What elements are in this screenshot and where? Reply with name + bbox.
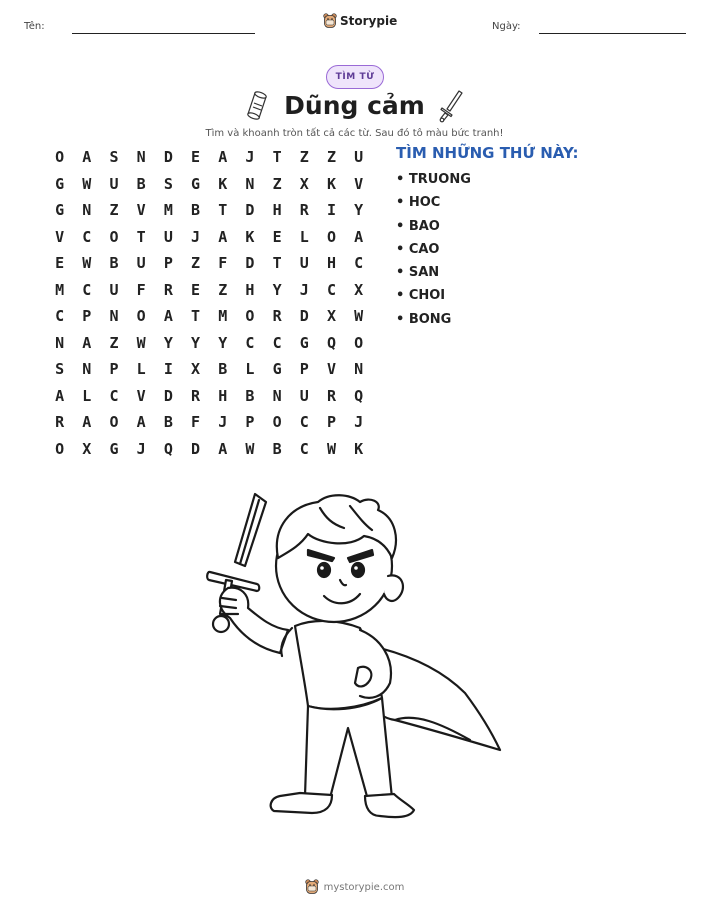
grid-cell[interactable]: U	[299, 254, 309, 272]
grid-cell[interactable]: O	[136, 307, 146, 325]
grid-cell[interactable]: Z	[109, 201, 119, 219]
grid-cell[interactable]: R	[163, 280, 173, 299]
grid-cell[interactable]: C	[55, 307, 65, 325]
grid-cell[interactable]: T	[272, 148, 282, 166]
grid-cell[interactable]: X	[299, 174, 309, 193]
grid-cell[interactable]: U	[136, 254, 146, 272]
left-shoe	[271, 793, 332, 813]
grid-cell[interactable]: K	[354, 439, 364, 458]
grid-cell[interactable]: W	[245, 439, 255, 458]
grid-cell[interactable]: P	[299, 360, 309, 378]
grid-cell[interactable]: F	[136, 280, 146, 299]
grid-cell[interactable]: W	[82, 174, 92, 193]
grid-cell[interactable]: O	[245, 307, 255, 325]
grid-cell[interactable]: V	[326, 360, 336, 378]
grid-cell[interactable]: V	[354, 174, 364, 193]
grid-cell[interactable]: J	[136, 439, 146, 458]
grid-cell[interactable]: H	[218, 386, 228, 405]
grid-cell[interactable]: B	[191, 201, 201, 219]
grid-cell[interactable]: O	[272, 413, 282, 431]
grid-cell[interactable]: A	[82, 148, 92, 166]
grid-cell[interactable]: X	[82, 439, 92, 458]
grid-cell[interactable]: A	[218, 439, 228, 458]
grid-cell[interactable]: B	[218, 360, 228, 378]
grid-cell[interactable]: A	[136, 413, 146, 431]
grid-cell[interactable]: U	[163, 227, 173, 246]
grid-cell[interactable]: Y	[191, 333, 201, 352]
grid-cell[interactable]: R	[299, 201, 309, 219]
grid-cell[interactable]: A	[354, 227, 364, 246]
grid-cell[interactable]: G	[109, 439, 119, 458]
category-badge: TÌM TỪ	[326, 65, 384, 89]
grid-cell[interactable]: G	[55, 201, 65, 219]
grid-cell[interactable]: N	[55, 333, 65, 352]
grid-cell[interactable]: T	[272, 254, 282, 272]
grid-cell[interactable]: N	[109, 307, 119, 325]
grid-cell[interactable]: C	[299, 413, 309, 431]
grid-cell[interactable]: I	[326, 201, 336, 219]
word-list-item: • CAO	[396, 241, 440, 257]
grid-cell[interactable]: J	[354, 413, 364, 431]
grid-cell[interactable]: Z	[272, 174, 282, 193]
grid-cell[interactable]: N	[245, 174, 255, 193]
grid-cell[interactable]: R	[191, 386, 201, 405]
grid-cell[interactable]: F	[218, 254, 228, 272]
grid-cell[interactable]: H	[245, 280, 255, 299]
grid-cell[interactable]: C	[326, 280, 336, 299]
grid-cell[interactable]: X	[191, 360, 201, 378]
word-list-item: • BONG	[396, 311, 452, 327]
grid-cell[interactable]: C	[299, 439, 309, 458]
grid-cell[interactable]: E	[191, 280, 201, 299]
word-list-item: • TRUONG	[396, 172, 471, 187]
instructions: Tìm và khoanh tròn tất cả các từ. Sau đó tô màu bức tranh!	[205, 128, 504, 139]
grid-cell[interactable]: C	[82, 227, 92, 246]
storypie-bear-icon	[305, 879, 319, 895]
word-list-item: • HOC	[396, 195, 441, 211]
grid-cell[interactable]: Q	[354, 386, 364, 405]
grid-cell[interactable]: D	[163, 386, 173, 405]
grid-cell[interactable]: R	[55, 413, 65, 431]
grid-cell[interactable]: W	[136, 333, 146, 352]
grid-cell[interactable]: D	[299, 307, 309, 325]
grid-cell[interactable]: Z	[299, 148, 309, 166]
grid-cell[interactable]: U	[299, 386, 309, 405]
grid-cell[interactable]: U	[354, 148, 364, 166]
grid-cell[interactable]: D	[191, 439, 201, 458]
grid-cell[interactable]: W	[354, 307, 364, 325]
grid-cell[interactable]: J	[218, 413, 228, 431]
grid-cell[interactable]: K	[326, 174, 336, 193]
grid-cell[interactable]: F	[191, 413, 201, 431]
right-shoe	[365, 794, 414, 817]
grid-cell[interactable]: L	[136, 360, 146, 378]
grid-cell[interactable]: A	[55, 386, 65, 405]
grid-cell[interactable]: Z	[109, 333, 119, 352]
grid-cell[interactable]: S	[163, 174, 173, 193]
grid-cell[interactable]: C	[109, 386, 119, 405]
grid-cell[interactable]: M	[55, 280, 65, 299]
grid-cell[interactable]: N	[272, 386, 282, 405]
grid-cell[interactable]: X	[354, 280, 364, 299]
grid-cell[interactable]: H	[272, 201, 282, 219]
grid-cell[interactable]: J	[245, 148, 255, 166]
word-list-item: • SAN	[396, 265, 440, 281]
page-title: Dũng cảm	[284, 91, 425, 120]
storypie-bear-icon	[323, 13, 337, 29]
grid-cell[interactable]: A	[82, 333, 92, 352]
grid-cell[interactable]: L	[82, 386, 92, 405]
grid-cell[interactable]: B	[245, 386, 255, 405]
grid-cell[interactable]: C	[272, 333, 282, 352]
grid-cell[interactable]: C	[245, 333, 255, 352]
logo-text: Storypie	[340, 14, 398, 28]
name-label: Tên:	[24, 21, 45, 32]
grid-cell[interactable]: U	[109, 174, 119, 193]
grid-cell[interactable]: T	[218, 201, 228, 219]
pants	[305, 698, 392, 800]
grid-cell[interactable]: W	[82, 254, 92, 272]
grid-cell[interactable]: Z	[218, 280, 228, 299]
grid-cell[interactable]: G	[299, 333, 309, 352]
grid-cell[interactable]: D	[163, 148, 173, 166]
grid-cell[interactable]: B	[136, 174, 146, 193]
grid-cell[interactable]: O	[326, 227, 336, 246]
grid-cell[interactable]: E	[191, 148, 201, 166]
grid-cell[interactable]: V	[136, 386, 146, 405]
grid-cell[interactable]: Q	[163, 439, 173, 458]
grid-cell[interactable]: Y	[163, 333, 173, 352]
grid-cell[interactable]: A	[218, 227, 228, 246]
name-field-line[interactable]	[72, 33, 255, 34]
grid-cell[interactable]: B	[163, 413, 173, 431]
grid-cell[interactable]: K	[218, 174, 228, 193]
grid-cell[interactable]: E	[55, 254, 65, 272]
grid-cell[interactable]: W	[326, 439, 336, 458]
grid-cell[interactable]: L	[245, 360, 255, 378]
grid-cell[interactable]: N	[82, 360, 92, 378]
grid-cell[interactable]: S	[55, 360, 65, 378]
grid-cell[interactable]: C	[82, 280, 92, 299]
date-label: Ngày:	[492, 21, 521, 32]
grid-cell[interactable]: O	[109, 227, 119, 246]
grid-cell[interactable]: V	[136, 201, 146, 219]
grid-cell[interactable]: Z	[191, 254, 201, 272]
date-field-line[interactable]	[539, 33, 686, 34]
grid-cell[interactable]: T	[136, 227, 146, 246]
grid-cell[interactable]: A	[163, 307, 173, 325]
grid-cell[interactable]: K	[245, 227, 255, 246]
grid-cell[interactable]: Z	[326, 148, 336, 166]
grid-cell[interactable]: T	[191, 307, 201, 325]
grid-cell[interactable]: P	[109, 360, 119, 378]
grid-cell[interactable]: J	[299, 280, 309, 299]
grid-cell[interactable]: H	[326, 254, 336, 272]
grid-cell[interactable]: E	[272, 227, 282, 246]
grid-cell[interactable]: O	[55, 439, 65, 458]
grid-cell[interactable]: R	[326, 386, 336, 405]
grid-cell[interactable]: Y	[272, 280, 282, 299]
grid-cell[interactable]: O	[354, 333, 364, 352]
word-search-grid	[46, 146, 372, 464]
footer-url[interactable]: mystorypie.com	[323, 881, 405, 893]
word-list-item: • BAO	[396, 218, 440, 234]
grid-cell[interactable]: S	[109, 148, 119, 166]
grid-cell[interactable]: G	[191, 174, 201, 193]
grid-cell[interactable]: A	[82, 413, 92, 431]
grid-cell[interactable]: O	[109, 413, 119, 431]
footer	[0, 879, 709, 895]
arm-raised	[220, 588, 288, 653]
grid-cell[interactable]: D	[245, 201, 255, 219]
grid-cell[interactable]: U	[109, 280, 119, 299]
grid-cell[interactable]: J	[191, 227, 201, 246]
grid-cell[interactable]: N	[82, 201, 92, 219]
grid-cell[interactable]: X	[326, 307, 336, 325]
grid-cell[interactable]: Q	[326, 333, 336, 352]
word-list-item: • CHOI	[396, 288, 446, 304]
grid-cell[interactable]: I	[163, 360, 173, 378]
grid-cell[interactable]: P	[326, 413, 336, 431]
boy-hero-illustration	[200, 488, 510, 828]
word-list	[396, 171, 471, 334]
grid-cell[interactable]: N	[136, 148, 146, 166]
grid-cell[interactable]: C	[354, 254, 364, 272]
grid-cell[interactable]: V	[55, 227, 65, 246]
grid-cell[interactable]: N	[354, 360, 364, 378]
word-list-title: TÌM NHỮNG THỨ NÀY:	[396, 144, 579, 162]
grid-cell[interactable]: P	[245, 413, 255, 431]
grid-cell[interactable]: B	[109, 254, 119, 272]
storypie-logo	[323, 13, 397, 29]
grid-cell[interactable]: M	[218, 307, 228, 325]
grid-cell[interactable]: P	[163, 254, 173, 272]
grid-cell[interactable]: R	[272, 307, 282, 325]
grid-cell[interactable]: O	[55, 148, 65, 166]
grid-cell[interactable]: D	[245, 254, 255, 272]
grid-cell[interactable]: A	[218, 148, 228, 166]
grid-cell[interactable]: Y	[218, 333, 228, 352]
grid-cell[interactable]: L	[299, 227, 309, 246]
grid-cell[interactable]: P	[82, 307, 92, 325]
grid-cell[interactable]: B	[272, 439, 282, 458]
grid-cell[interactable]: Y	[354, 201, 364, 219]
sword-icon	[437, 89, 465, 123]
grid-cell[interactable]: M	[163, 201, 173, 219]
grid-cell[interactable]: G	[55, 174, 65, 193]
grid-cell[interactable]: G	[272, 360, 282, 378]
